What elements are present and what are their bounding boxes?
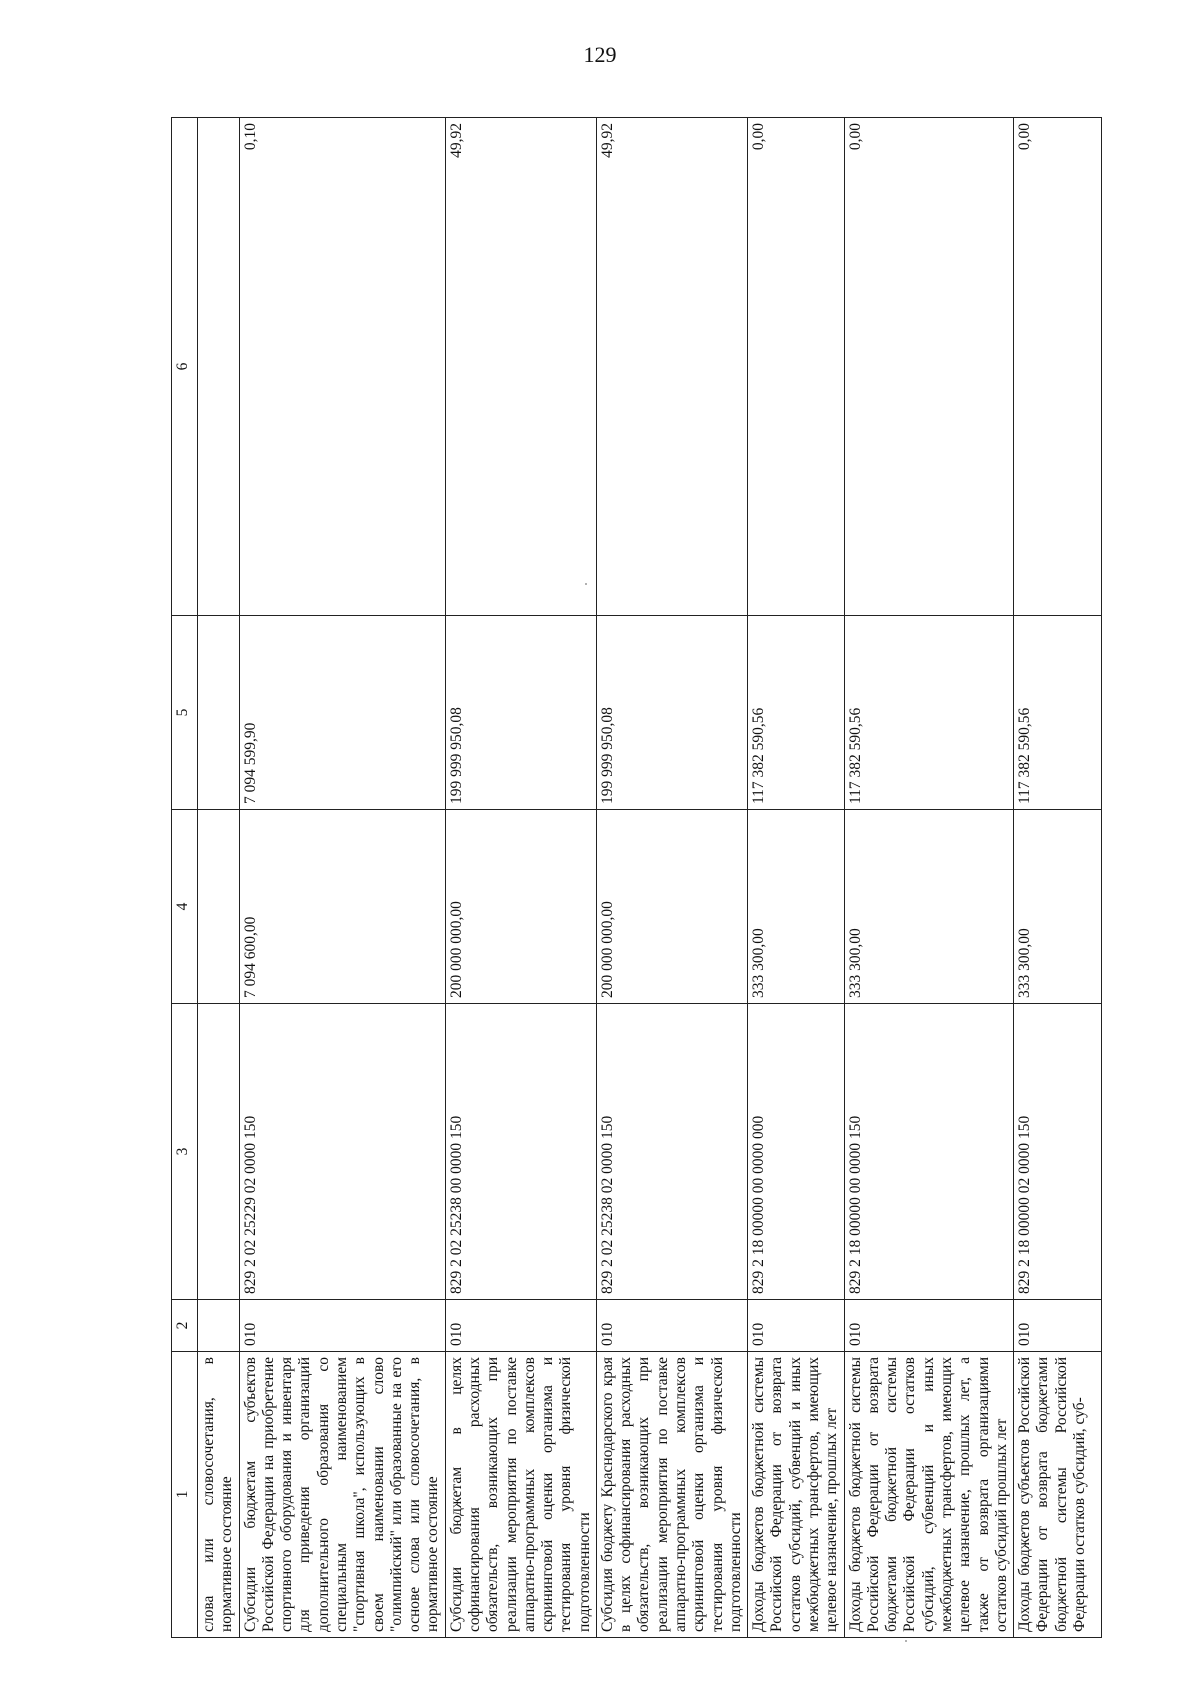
scan-speck	[905, 1640, 907, 1642]
row-planned-amount: 333 300,00	[1014, 810, 1102, 1004]
row-line-code: 010	[844, 1300, 1014, 1352]
row-budget-code: 829 2 02 25229 02 0000 150	[239, 1004, 445, 1300]
row-budget-code: 829 2 18 00000 02 0000 150	[1014, 1004, 1102, 1300]
row-budget-code: 829 2 18 00000 00 0000 150	[844, 1004, 1014, 1300]
row-executed-amount: 117 382 590,56	[844, 616, 1014, 810]
row-planned-amount: 200 000 000,00	[596, 810, 747, 1004]
row-unexecuted-amount: 0,00	[1014, 118, 1102, 616]
row-budget-code: 829 2 02 25238 02 0000 150	[596, 1004, 747, 1300]
row-line-code: 010	[445, 1300, 596, 1352]
header-col-5: 5	[172, 616, 198, 810]
table-row	[1014, 118, 1102, 1638]
row-description: слова или словосочетания, в нормативное состояние	[198, 1352, 240, 1638]
row-line-code: 010	[1014, 1300, 1102, 1352]
row-line-code: 010	[239, 1300, 445, 1352]
table-row	[198, 118, 240, 1638]
header-col-2: 2	[172, 1300, 198, 1352]
table-row	[445, 118, 596, 1638]
header-col-6: 6	[172, 118, 198, 616]
row-planned-amount: 200 000 000,00	[445, 810, 596, 1004]
row-unexecuted-amount: 49,92	[596, 118, 747, 616]
scan-speck	[585, 583, 587, 585]
row-planned-amount: 333 300,00	[844, 810, 1014, 1004]
row-planned-amount	[198, 810, 240, 1004]
row-executed-amount: 199 999 950,08	[596, 616, 747, 810]
row-unexecuted-amount: 49,92	[445, 118, 596, 616]
row-unexecuted-amount	[198, 118, 240, 616]
row-executed-amount	[198, 616, 240, 810]
row-description: Субсидия бюджету Краснодарского края в целях софинансирования расходных обязательств, возникающих при реализации мероприятия по поставке аппаратно-программных комплексов скрининговой оценки организма и тестирования уровня физической подготовленности	[596, 1352, 747, 1638]
row-executed-amount: 199 999 950,08	[445, 616, 596, 810]
row-description: Субсидии бюджетам в целях софинансирования расходных обязательств, возникающих при реализации мероприятия по поставке аппаратно-программных комплексов скрининговой оценки организма и тестирования уровня физической подготовленности	[445, 1352, 596, 1638]
row-budget-code: 829 2 18 00000 00 0000 000	[748, 1004, 844, 1300]
row-unexecuted-amount: 0,10	[239, 118, 445, 616]
page-number: 129	[583, 42, 617, 67]
row-description: Доходы бюджетов бюджетной системы Российской Федерации от возврата остатков субсидий, субвенций и иных межбюджетных трансфертов, имеющих целевое назначение, прошлых лет	[748, 1352, 844, 1638]
table-row	[844, 118, 1014, 1638]
row-budget-code: 829 2 02 25238 00 0000 150	[445, 1004, 596, 1300]
header-col-1: 1	[172, 1352, 198, 1638]
row-executed-amount: 117 382 590,56	[748, 616, 844, 810]
row-description: Субсидии бюджетам субъектов Российской Федерации на приобретение спортивного оборудования и инвентаря для приведения организаций дополнительного образования со специальным наименованием "спортивная школа", использующих в своем наименовании слово "олимпийский" или образованные на его основе слова или словосочетания, в нормативное состояние	[239, 1352, 445, 1638]
row-planned-amount: 333 300,00	[748, 810, 844, 1004]
row-unexecuted-amount: 0,00	[844, 118, 1014, 616]
row-unexecuted-amount: 0,00	[748, 118, 844, 616]
row-budget-code	[198, 1004, 240, 1300]
row-executed-amount: 117 382 590,56	[1014, 616, 1102, 810]
row-line-code: 010	[748, 1300, 844, 1352]
row-line-code	[198, 1300, 240, 1352]
row-description: Доходы бюджетов субъектов Российской Федерации от возврата бюджетами бюджетной системы Российской Федерации остатков субсидий, суб-	[1014, 1352, 1102, 1638]
row-planned-amount: 7 094 600,00	[239, 810, 445, 1004]
header-row	[172, 118, 198, 1638]
rotated-table-container	[171, 118, 1088, 1638]
budget-table	[171, 117, 1102, 1638]
table-row	[748, 118, 844, 1638]
header-col-3: 3	[172, 1004, 198, 1300]
header-col-4: 4	[172, 810, 198, 1004]
row-description: Доходы бюджетов бюджетной системы Российской Федерации от возврата бюджетами бюджетной системы Российской Федерации остатков субсидий, субвенций и иных межбюджетных трансфертов, имеющих целевое назначение, прошлых лет, а также от возврата организациями остатков субсидий прошлых лет	[844, 1352, 1014, 1638]
row-line-code: 010	[596, 1300, 747, 1352]
table-row	[239, 118, 445, 1638]
row-executed-amount: 7 094 599,90	[239, 616, 445, 810]
table-row	[596, 118, 747, 1638]
